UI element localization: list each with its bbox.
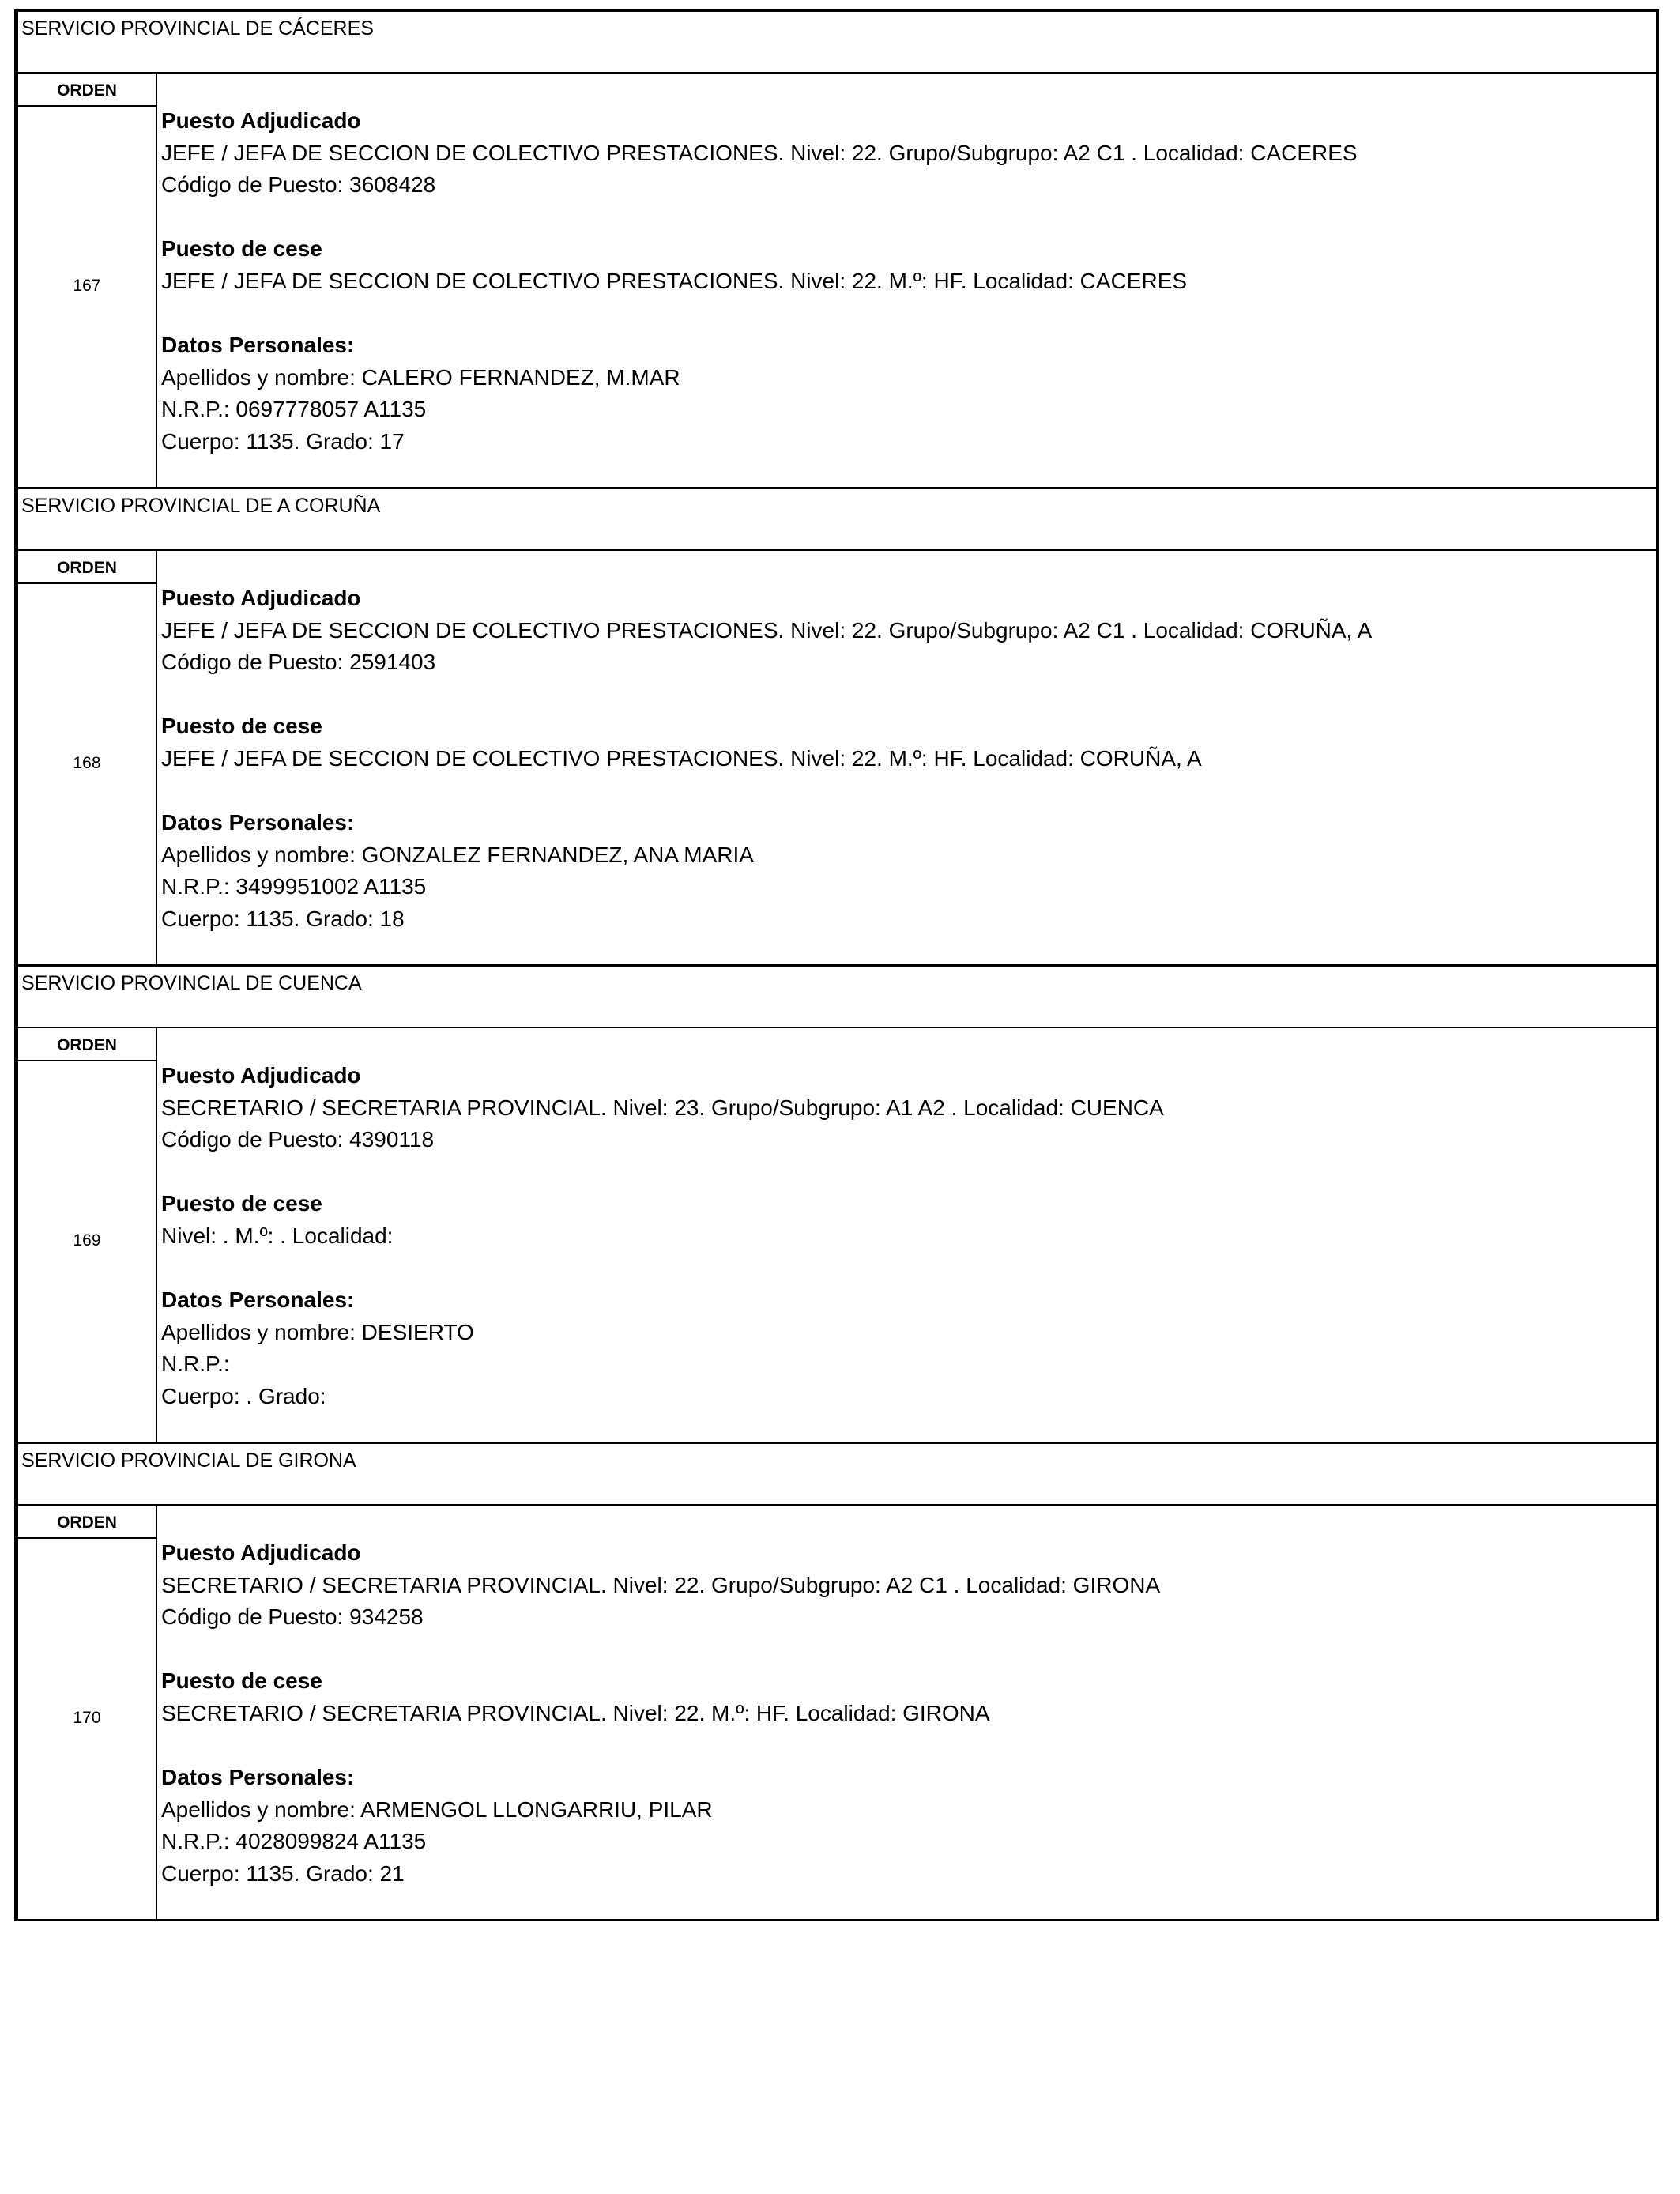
orden-column xyxy=(18,1028,157,1442)
orden-column xyxy=(18,74,157,487)
puesto-adjudicado-title: Puesto Adjudicado xyxy=(161,1063,361,1088)
orden-label: ORDEN xyxy=(18,74,156,107)
orden-label: ORDEN xyxy=(18,551,156,584)
section-header: SERVICIO PROVINCIAL DE A CORUÑA xyxy=(18,489,1656,551)
section-body xyxy=(18,1028,1656,1444)
section-header: SERVICIO PROVINCIAL DE CUENCA xyxy=(18,967,1656,1028)
apellidos-nombre: Apellidos y nombre: DESIERTO xyxy=(161,1319,474,1344)
codigo-puesto: Código de Puesto: 2591403 xyxy=(161,650,436,675)
datos-personales-title: Datos Personales: xyxy=(161,1765,355,1790)
content-column xyxy=(157,74,1656,487)
puesto-cese-title: Puesto de cese xyxy=(161,1668,322,1694)
puesto-adjudicado-line: SECRETARIO / SECRETARIA PROVINCIAL. Nivel: 22. Grupo/Subgrupo: A2 C1 . Localidad: GIRONA xyxy=(161,1572,1161,1597)
section-girona xyxy=(18,1444,1656,1921)
codigo-puesto: Código de Puesto: 934258 xyxy=(161,1604,424,1630)
section-cuenca xyxy=(18,967,1656,1444)
orden-column xyxy=(18,551,157,964)
codigo-puesto: Código de Puesto: 4390118 xyxy=(161,1127,435,1152)
datos-personales-title: Datos Personales: xyxy=(161,1287,355,1313)
content-column xyxy=(157,551,1656,964)
content-column xyxy=(157,1506,1656,1919)
section-body xyxy=(18,551,1656,967)
cuerpo-grado: Cuerpo: 1135. Grado: 21 xyxy=(161,1860,405,1886)
puesto-cese-line: Nivel: . M.º: . Localidad: xyxy=(161,1223,394,1248)
puesto-cese-line: JEFE / JEFA DE SECCION DE COLECTIVO PRESTACIONES. Nivel: 22. M.º: HF. Localidad: CORUÑA, A xyxy=(161,745,1202,771)
puesto-adjudicado-title: Puesto Adjudicado xyxy=(161,586,361,610)
section-body xyxy=(18,74,1656,489)
orden-number: 170 xyxy=(73,1708,101,1727)
puesto-cese-line: JEFE / JEFA DE SECCION DE COLECTIVO PRESTACIONES. Nivel: 22. M.º: HF. Localidad: CACERES xyxy=(161,268,1188,293)
datos-personales-title: Datos Personales: xyxy=(161,810,355,835)
puesto-cese-title: Puesto de cese xyxy=(161,236,322,262)
puesto-cese-title: Puesto de cese xyxy=(161,714,322,739)
puesto-adjudicado-title: Puesto Adjudicado xyxy=(161,1540,361,1565)
nrp: N.R.P.: 4028099824 A1135 xyxy=(161,1829,427,1854)
nrp: N.R.P.: 0697778057 A1135 xyxy=(161,397,427,422)
codigo-puesto: Código de Puesto: 3608428 xyxy=(161,172,436,198)
orden-label: ORDEN xyxy=(18,1506,156,1539)
cuerpo-grado: Cuerpo: . Grado: xyxy=(161,1383,326,1408)
puesto-adjudicado-line: JEFE / JEFA DE SECCION DE COLECTIVO PRESTACIONES. Nivel: 22. Grupo/Subgrupo: A2 C1 . Localidad: CACERES xyxy=(161,140,1358,165)
cuerpo-grado: Cuerpo: 1135. Grado: 18 xyxy=(161,906,405,931)
orden-label: ORDEN xyxy=(18,1028,156,1061)
content-column xyxy=(157,1028,1656,1442)
nrp: N.R.P.: xyxy=(161,1351,230,1377)
cuerpo-grado: Cuerpo: 1135. Grado: 17 xyxy=(161,428,405,454)
apellidos-nombre: Apellidos y nombre: GONZALEZ FERNANDEZ, ANA MARIA xyxy=(161,842,754,867)
section-caceres xyxy=(18,12,1656,489)
puesto-cese-line: SECRETARIO / SECRETARIA PROVINCIAL. Nivel: 22. M.º: HF. Localidad: GIRONA xyxy=(161,1700,990,1725)
datos-personales-title: Datos Personales: xyxy=(161,333,355,358)
section-body xyxy=(18,1506,1656,1921)
orden-number: 168 xyxy=(73,753,101,772)
puesto-adjudicado-line: SECRETARIO / SECRETARIA PROVINCIAL. Nivel: 23. Grupo/Subgrupo: A1 A2 . Localidad: CUENCA xyxy=(161,1095,1164,1120)
section-coruna xyxy=(18,489,1656,967)
orden-column xyxy=(18,1506,157,1919)
puesto-cese-title: Puesto de cese xyxy=(161,1191,322,1216)
apellidos-nombre: Apellidos y nombre: CALERO FERNANDEZ, M.MAR xyxy=(161,364,680,390)
puesto-adjudicado-title: Puesto Adjudicado xyxy=(161,108,361,133)
apellidos-nombre: Apellidos y nombre: ARMENGOL LLONGARRIU, PILAR xyxy=(161,1796,713,1822)
section-header: SERVICIO PROVINCIAL DE GIRONA xyxy=(18,1444,1656,1506)
document-table xyxy=(14,9,1659,1921)
orden-number: 169 xyxy=(73,1231,101,1250)
nrp: N.R.P.: 3499951002 A1135 xyxy=(161,874,427,899)
puesto-adjudicado-line: JEFE / JEFA DE SECCION DE COLECTIVO PRESTACIONES. Nivel: 22. Grupo/Subgrupo: A2 C1 . Localidad: CORUÑA, A xyxy=(161,617,1373,643)
orden-number: 167 xyxy=(73,276,101,295)
section-header: SERVICIO PROVINCIAL DE CÁCERES xyxy=(18,12,1656,74)
